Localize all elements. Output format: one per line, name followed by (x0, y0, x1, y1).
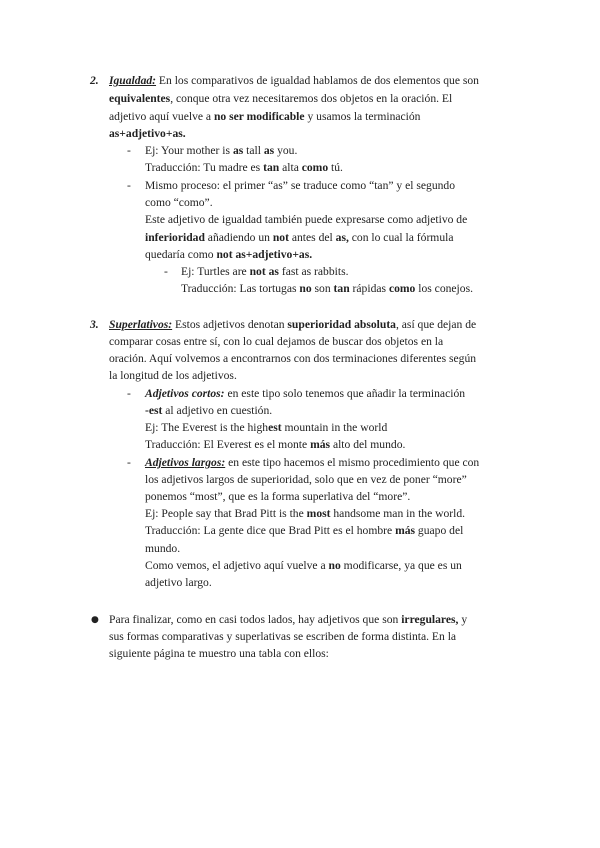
section-2-line-4: as+adjetivo+as. (109, 127, 186, 140)
section-2-line-3: adjetivo aquí vuelve a no ser modificable y usamos la terminación (109, 110, 421, 123)
short-adjectives-heading: Adjetivos cortos: (145, 387, 225, 400)
short-adjectives-line-2: -est al adjetivo en cuestión. (145, 404, 273, 417)
final-line-2: sus formas comparativas y superlativas se escriben de forma distinta. En la (109, 630, 457, 643)
example-1: Ej: Your mother is as tall as you. (145, 144, 298, 157)
process-line-1: Mismo proceso: el primer “as” se traduce como “tan” y el segundo (145, 179, 456, 192)
section-3-line-1: Superlativos: Estos adjetivos denotan superioridad absoluta, así que dejan de (109, 318, 477, 331)
translation-2: Traducción: Las tortugas no son tan rápidas como los conejos. (181, 282, 473, 295)
long-adjectives-note-2: adjetivo largo. (145, 576, 212, 589)
long-adjectives-heading: Adjetivos largos: (145, 456, 226, 469)
inferiority-line-3: quedaría como not as+adjetivo+as. (145, 248, 313, 261)
section-2-title: Igualdad: (109, 74, 157, 87)
section-3-line-2: comparar cosas entre sí, con lo cual dejamos de buscar dos objetos en la (109, 335, 444, 348)
long-adjectives-dash: - (127, 456, 131, 469)
section-3-number: 3. (90, 318, 99, 331)
process-dash: - (127, 179, 131, 192)
translation-1: Traducción: Tu madre es tan alta como tú. (145, 161, 343, 174)
section-2-line-2: equivalentes, conque otra vez necesitaremos dos objetos en la oración. El (109, 92, 453, 105)
short-adjectives-example: Ej: The Everest is the highest mountain in the world (145, 421, 388, 434)
process-line-2: como “como”. (145, 196, 213, 209)
inferiority-line-1: Este adjetivo de igualdad también puede expresarse como adjetivo de (145, 213, 468, 226)
example-1-dash: - (127, 144, 131, 157)
long-adjectives-line-3: ponemos “most”, que es la forma superlativa del “more”. (145, 490, 411, 503)
long-adjectives-line-2: los adjetivos largos de superioridad, solo que en vez de poner “more” (145, 473, 467, 486)
section-3-title: Superlativos: (109, 318, 173, 331)
section-2-line-1: Igualdad: En los comparativos de igualdad hablamos de dos elementos que son (109, 74, 479, 87)
long-adjectives-line-1: Adjetivos largos: en este tipo hacemos el mismo procedimiento que con (145, 456, 480, 469)
long-adjectives-note-1: Como vemos, el adjetivo aquí vuelve a no modificarse, ya que es un (145, 559, 462, 572)
final-line-3: siguiente página te muestro una tabla con ellos: (109, 647, 329, 660)
final-line-1: Para finalizar, como en casi todos lados, hay adjetivos que son irregulares, y (109, 613, 468, 626)
long-adjectives-translation-1: Traducción: La gente dice que Brad Pitt es el hombre más guapo del (145, 524, 464, 537)
long-adjectives-example: Ej: People say that Brad Pitt is the most handsome man in the world. (145, 507, 466, 520)
short-adjectives-translation: Traducción: El Everest es el monte más alto del mundo. (145, 438, 406, 451)
inferiority-line-2: inferioridad añadiendo un not antes del as, con lo cual la fórmula (145, 231, 454, 244)
long-adjectives-translation-2: mundo. (145, 542, 181, 555)
section-3-line-3: oración. Aquí volvemos a encontrarnos con dos terminaciones diferentes según (109, 352, 477, 365)
short-adjectives-dash: - (127, 387, 131, 400)
example-2: Ej: Turtles are not as fast as rabbits. (181, 265, 349, 278)
section-2-number: 2. (90, 74, 99, 87)
bullet-icon: ● (91, 615, 99, 625)
example-2-dash: - (164, 265, 168, 278)
short-adjectives-line-1: Adjetivos cortos: en este tipo solo tenemos que añadir la terminación (145, 387, 466, 400)
section-3-line-4: la longitud de los adjetivos. (109, 369, 237, 382)
